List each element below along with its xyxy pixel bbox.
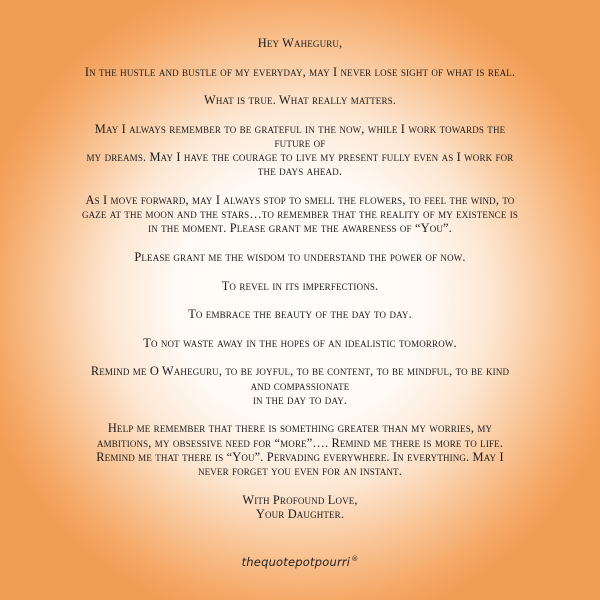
- brand-signature: [0, 555, 600, 569]
- paragraph-10-line-2: ambitions, my obsessive need for “more”…. Remind me there is more to life.: [96, 435, 504, 450]
- paragraph-1: In the hustle and bustle of my everyday, may I never lose sight of what is real.: [84, 64, 516, 79]
- paragraph-9: [40, 364, 560, 407]
- paragraph-9-line-1: Remind me O Waheguru, to be joyful, to be content, to be mindful, to be kind: [90, 364, 510, 379]
- registered-mark: ®: [351, 555, 359, 564]
- closing-line-2: Your Daughter.: [255, 506, 345, 521]
- paragraph-9-line-3: in the day to day.: [252, 392, 348, 407]
- closing: [40, 493, 560, 521]
- brand-signature-text: thequotepotpourri: [241, 555, 351, 569]
- paragraph-10-line-4: never forget you even for an instant.: [197, 463, 402, 478]
- paragraph-3: [40, 122, 560, 179]
- paragraph-8: To not waste away in the hopes of an idealistic tomorrow.: [143, 335, 457, 350]
- paragraph-7: To embrace the beauty of the day to day.: [188, 307, 412, 322]
- paragraph-3-line-4: the days ahead.: [257, 164, 343, 179]
- greeting: Hey Waheguru,: [257, 36, 343, 50]
- paragraph-4-line-1: As I move forward, may I always stop to smell the flowers, to feel the wind, to: [85, 192, 515, 207]
- paragraph-4-line-3: in the moment. Please grant me the awareness of “You”.: [148, 221, 452, 236]
- closing-line-1: With Profound Love,: [242, 492, 358, 507]
- paragraph-3-line-3: my dreams. May I have the courage to live my present fully even as I work for: [86, 150, 514, 165]
- paragraph-10: [40, 421, 560, 478]
- paragraph-4-line-2: gaze at the moon and the stars…to remember that the reality of my existence is: [81, 207, 519, 222]
- paragraph-9-line-2: and compassionate: [250, 378, 350, 393]
- letter-body: [40, 36, 560, 535]
- paragraph-2: What is true. What really matters.: [203, 93, 397, 108]
- paragraph-10-line-1: Help me remember that there is something greater than my worries, my: [107, 421, 493, 436]
- paragraph-4: [40, 193, 560, 236]
- paragraph-10-line-3: Remind me that there is “You”. Pervading everywhere. In everything. May I: [96, 449, 504, 464]
- paragraph-5: Please grant me the wisdom to understand the power of now.: [134, 249, 466, 264]
- paragraph-3-line-2: future of: [274, 135, 326, 150]
- paragraph-3-line-1: May I always remember to be grateful in the now, while I work towards the: [94, 121, 506, 136]
- paragraph-6: To revel in its imperfections.: [221, 278, 379, 293]
